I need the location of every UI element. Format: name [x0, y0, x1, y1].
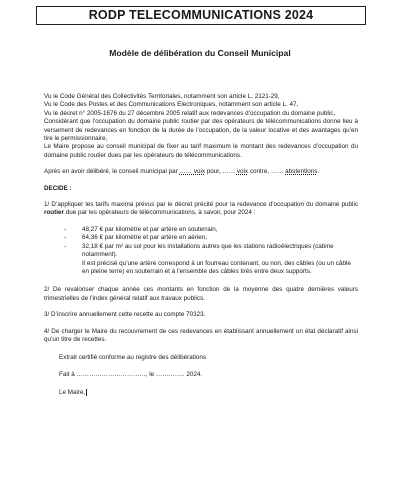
artere-note: Il est précisé qu’une artère correspond à un fourreau contenant, ou non, des câbles (ou un câble en pleine terre) en souterrain et à l’ensemble des câbles tirés entre deux supports. — [82, 259, 351, 275]
proposition-paragraph: Le Maire propose au conseil municipal de fixer au tarif maximum le montant des redevances d’occupation du domaine public routier dues par les opérateurs de télécommunications. — [44, 143, 358, 159]
article-3: 3/ D’inscrire annuellement cette recette au compte 70323. — [44, 311, 206, 319]
considerant-paragraph: Considérant que l’occupation du domaine public routier par des opérateurs de télécommunications donne lieu à versement de redevances en fonction de la durée de l’occupation, de la valeur locative et des avantages qu’en tire le permissionnaire, — [44, 118, 358, 143]
article-2: 2/ De revaloriser chaque année ces montants en fonction de la moyenne des quatre dernières valeurs trimestrielles de l’index général relatif aux travaux publics. — [44, 286, 358, 302]
decide-heading: DECIDE : — [44, 184, 72, 192]
document-subtitle: Modèle de délibération du Conseil Municipal — [109, 48, 291, 58]
tarif-aerien: - 64,36 € par kilomètre et par artère en aérien, — [64, 234, 358, 242]
vote-line: Après en avoir délibéré, le conseil municipal par …… voix pour, …… voix contre, …… abstentions. — [44, 168, 320, 176]
visa-cgct: Vu le Code Général des Collectivités Territoriales, notamment son article L. 2121-29, — [44, 93, 280, 100]
visa-cpce: Vu le Code des Postes et des Communications Electroniques, notamment son article L. 47, — [44, 101, 299, 109]
vote-pour-blank: …… — [179, 168, 193, 176]
tarif-list — [44, 226, 358, 260]
fait-a-line: Fait à ……………………………, le ………….. 2024. — [59, 370, 203, 378]
article-1: 1/ D’appliquer les tarifs maxima prévus par le décret précité pour la redevance d’occupation du domaine public routier due par les opérateurs de télécommunications, à savoir, pour 2024 : — [44, 201, 358, 217]
document-title: RODP TELECOMMUNICATIONS 2024 — [36, 6, 366, 25]
tarif-sol: - 32,18 € par m² au sol pour les installations autres que les stations radioélectriques (cabine notamment). — [64, 243, 358, 260]
article-4: 4/ De charger le Maire du recouvrement de ces redevances en établissant annuellement un état déclaratif ainsi qu’un titre de recettes. — [44, 327, 358, 343]
maire-signature: Le Maire, — [59, 389, 86, 397]
visa-decret: Vu le décret n° 2005-1676 du 27 décembre 2005 relatif aux redevances d’occupation du domaine public, — [44, 109, 336, 117]
text-cursor-mark — [86, 389, 87, 396]
tarif-souterrain: - 48,27 € par kilomètre et par artère en souterrain, — [64, 226, 358, 234]
deliberation-body — [44, 93, 358, 398]
extract-certification: Extrait certifié conforme au registre des délibérations — [59, 354, 206, 362]
